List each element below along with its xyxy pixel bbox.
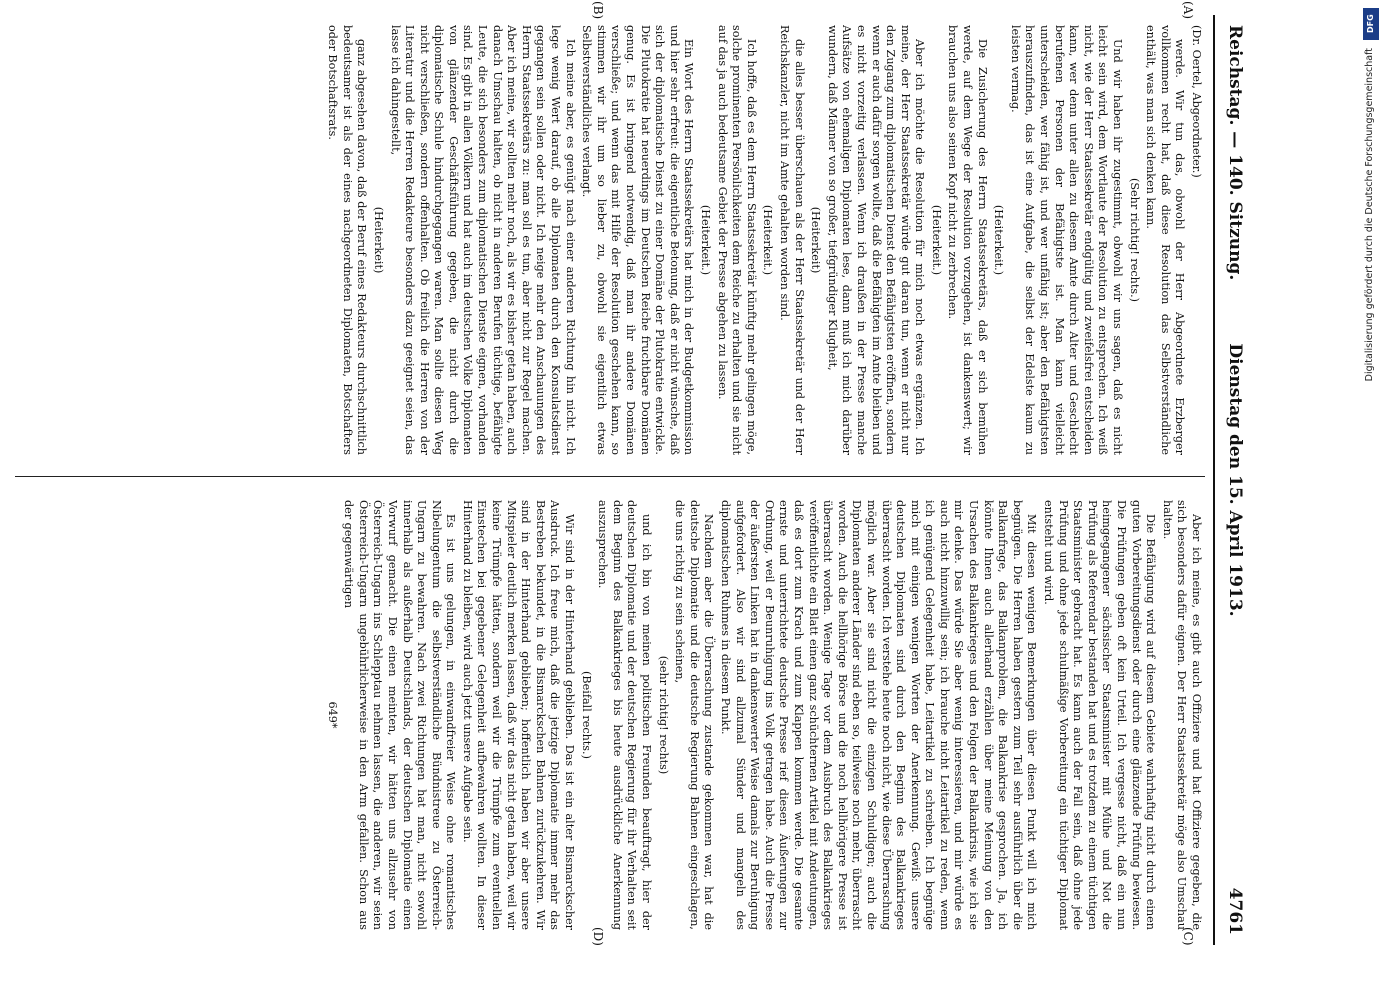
interjection: (Heiterkeit.) xyxy=(929,204,943,276)
margin-marker-b: (B) xyxy=(591,1,605,20)
paragraph: und ich bin von meinen politischen Freunden beauftragt, hier der deutschen Diplomatie und der deutschen Regierung für ihr Verhalten seit dem Beginn des Balkankrieges bis heute ausdrückliche Anerkennung auszusprechen. xyxy=(596,500,654,930)
left-column xyxy=(13,25,1203,455)
paragraph: Und wir haben ihr zugestimmt, obwohl wir uns sagen, daß es nicht leicht sein wird, dem Wortlaute der Resolution zu entsprechen. Ich weiß nicht, wie der Herr Staatssekretär endgültig und zweifelsfrei entscheiden kann, wer denn unter allen zu diesem Amte durch Alter und Geschlecht berufenen Personen der Befähigtste ist. Man kann vielleicht unterscheiden, wer fähig ist, und wer unfähig ist; aber den Befähigtsten herauszufinden, das ist eine Aufgabe, die selbst der Edelste kaum zu leisten vermag. xyxy=(1008,25,1125,455)
margin-marker-a: (A) xyxy=(1181,1,1195,20)
signature-mark: 649* xyxy=(325,701,339,729)
interjection: (sehr richtig! rechts) xyxy=(656,655,670,775)
paragraph: Ein Wort des Herrn Staatssekretärs hat mich in der Budgetkommission und hier sehr erfreut: die eigentliche Betonung, daß er nicht wünsche, daß sich der diplomatische Dienst zu einer Domäne der Plutokratie entwickle. Die Plutokratie hat neuerdings im Deutschen Reiche fruchtbare Domänen genug. Es ist bringend notwendig, daß man ihr andere Domänen verschließe; und wenn das mit Hilfe der Resolution geschehen kann, so stimmen wir ihr um so lieber zu, obwohl sie eigentlich etwas Selbstverständliches verlangt. xyxy=(580,25,696,455)
interjection: (Heiterkeit.) xyxy=(992,204,1006,276)
margin-marker-d: (D) xyxy=(591,927,605,946)
running-head-date: Dienstag den 15. April 1913. xyxy=(1225,343,1245,617)
paragraph: Ich meine aber, es genügt nach einer anderen Richtung hin nicht. Ich lege wenig Wert darauf, ob alle Diplomaten durch den Konsulatsdienst gegangen sein sollen oder nicht. Ich neige mehr den Anschauungen des Herrn Staatssekretärs zu: man soll es tun, aber nicht zur Regel machen. Aber ich meine, wir sollten mehr noch, als wir es bisher getan haben, auch danach Umschau halten, ob nicht in anderen Berufen tüchtige, befähigte Leute, die sich besonders zum diplomatischen Dienste eignen, vorhanden sind. Es gibt in allen Völkern und hat auch im deutschen Volke Diplomaten von glänzender Geschäftsführung gegeben, die nicht durch die diplomatische Schule hindurchgegangen waren. Man sollte diesen Weg nicht verschließen, sondern offenhalten. Ob freilich die Herren von der Literatur und die Herren Redakteure besonders dazu geeignet seien, das lasse ich dahingestellt, xyxy=(388,25,577,455)
paragraph: Aber ich möchte die Resolution für mich noch etwas ergänzen. Ich meine, der Herr Staatssekretär würde gut daran tun, wenn er nicht nur den Zugang zum diplomatischen Dienst den Befähigtsten eröffnen, sondern wenn er auch dafür sorgen wollte, daß die Befähigten im Amte bleiben und es nicht vorzeitig verlassen. Wenn ich draußen in der Presse manche Aufsätze von ehemaligen Diplomaten lese, dann muß ich mich darüber wundern, daß Männer von so großer, tiefgründiger Klugheit, xyxy=(825,25,927,455)
paragraph: Aber ich meine, es gibt auch Offiziere und hat Offiziere gegeben, die sich besonders dafür eignen. Der Herr Staatssekretär möge also Umschau halten. xyxy=(1160,500,1203,930)
paragraph: Mit diesen wenigen Bemerkungen über diesen Punkt will ich mich begnügen. Die Herren haben gestern zum Teil sehr ausführlich über die Balkanfrage, das Balkanproblem, die Balkankrise gesprochen. Ja, ich könnte Ihnen auch allerhand erzählen über meine Meinung von den Ursachen des Balkankrieges und den Folgen der Balkankrisis, wie ich sie mir denke. Das würde Sie aber wenig interessieren, und mir würde es auch nicht hinzuwillig sein; ich brauche nicht Leitartikel zu reden, wenn ich genügend Gelegenheit habe, Leitartikel zu schreiben. Ich begnüge mich mit einigen wenigen Worten der Anerkennung. Gewiß: unsere deutschen Diplomaten sind durch den Beginn des Balkankrieges überrascht worden. Ich verstehe heute noch nicht, wie diese Überraschung möglich war. Aber sie sind nicht die einzigen Schuldigen; auch die Diplomaten anderer Länder sind eben so, teilweise noch mehr, überrascht worden. Auch die hellhörige Börse und die noch hellhörigere Presse ist überrascht worden. Wenige Tage vor dem Ausbruch des Balkankrieges veröffentlichte ein Blatt einen ganz schüchternen Artikel mit Andeutungen, daß es dort zum Krach und zum Klappen kommen werde. Die gesamte ernste und unterrichtete deutsche Presse rief diesen Äußerungen zur Ordnung, weil er Beunruhigung ins Volk getragen habe. Auch die Presse der äußersten Linken hat in dankenswerter Weise damals zur Beruhigung aufgefordert. Also wir sind allzumal Sünder und mangeln des diplomatischen Ruhmes in diesem Punkt. xyxy=(719,500,1039,930)
interjection: (Heiterkeit.) xyxy=(761,204,775,276)
paragraph: Nachdem aber die Überraschung zustande gekommen war, hat die deutsche Diplomatie und die deutsche Regierung Bahnen eingeschlagen, die uns richtig zu sein scheinen, xyxy=(673,500,716,930)
running-head-left: Reichstag. — 140. Sitzung. xyxy=(1225,25,1245,281)
paragraph: Es ist uns gelungen, in einwandfreier Weise ohne romantisches Nibelungentum die selbstverständliche Bündnistreue zu Österreich-Ungarn zu bewahren. Nach zwei Richtungen hat man, nicht sowohl innerhalb als außerhalb Deutschlands, der deutschen Diplomatie einen Vorwurf gemacht. Die einen meinten, wir hätten uns allzusehr von Österreich-Ungarn ins Schlepptau nehmen lassen, die anderen, wir seien Österreich-Ungarn ungebührlicherweise in den Arm gefallen. Schon aus der gegenwärtigen xyxy=(342,500,458,930)
margin-marker-c: (C) xyxy=(1181,927,1195,946)
running-head xyxy=(1213,15,1255,945)
interjection: (Sehr richtig! rechts.) xyxy=(1127,177,1141,303)
right-column xyxy=(13,500,1203,930)
page-number: 4761 xyxy=(1225,887,1245,935)
paragraph: die alles besser überschauen als der Herr Staatssekretär und der Herr Reichskanzler, nicht im Amte gehalten worden sind. xyxy=(777,25,806,455)
interjection: (Beifall rechts.) xyxy=(579,671,593,759)
paragraph: ganz abgesehen davon, daß der Beruf eines Redakteurs durchschnittlich bedeutsamer ist als der eines nachgeordneten Diplomaten, Botschafters oder Botschaftsrats. xyxy=(326,25,369,455)
interjection: (Heiterkeit.) xyxy=(699,204,712,276)
paragraph: Die Befähigung wird auf diesem Gebiete wahrhaftig nicht durch einen guten Vorbereitungsdienst oder durch eine glänzende Prüfung bewiesen. Die Prüfungen geben oft kein Urteil. Ich vergesse nicht, daß ein nun heimgegangener sächsischer Staatsminister mit Mühe und Not die Prüfung als Referendar bestanden hat und es trotzdem zu einem tüchtigen Staatsminister gebracht hat. Es kann auch der Fall sein, daß ohne jede Prüfung und ohne jede schulmäßige Vorbereitung ein tüchtiger Diplomat entsteht und wird. xyxy=(1042,500,1158,930)
digitization-credit xyxy=(1362,8,1380,988)
speaker-line: (Dr. Oertel, Abgeordneter.) xyxy=(1190,25,1203,178)
paragraph: werde. Wir tun das, obwohl der Herr Abgeordnete Erzberger vollkommen recht hat, daß diese Resolution das Selbstverständliche enthält, was man sich denken kann. xyxy=(1144,25,1187,455)
credit-text: Digitalisierung gefördert durch die Deutsche Forschungsgemeinschaft xyxy=(1364,48,1375,382)
paragraph: Ich hoffe, daß es dem Herrn Staatssekretär künftig mehr gelingen möge, solche prominenten Persönlichkeiten dem Reiche zu erhalten und sie nicht auf das ja auch bedeutsame Gebiet der Presse abgehen zu lassen. xyxy=(715,25,758,455)
column-divider xyxy=(15,476,1205,477)
paragraph: Wir sind in der Hinterhand geblieben. Das ist ein alter Bismarckscher Ausdruck. Ich freue mich, daß die jetzige Diplomatie immer mehr das Bestreben bekundet, in die Bismarckschen Bahnen zurückzukehren. Wir sind in der Hinterhand geblieben; hoffentlich haben wir aber unsere Mitspieler deutlich merken lassen, daß wir das nicht getan haben, weil wir keine Trümpfe hätten, sondern weil wir die Trümpfe zum eventuellen Einstechen bei gegebener Gelegenheit aufbewahren wollten. In dieser Hinterhand zu bleiben, wird auch jetzt unsere Aufgabe sein. xyxy=(460,500,577,930)
printed-sheet xyxy=(0,1,1255,946)
interjection: (Heiterkeit) xyxy=(371,206,385,274)
interjection: (Heiterkeit) xyxy=(809,206,823,274)
dfg-logo: DFG xyxy=(1363,8,1379,40)
paragraph: Die Zusicherung des Herrn Staatssekretärs, daß er sich bemühen werde, auf dem Wege der Resolution vorzugehen, ist dankenswert; wir brauchen uns also seinen Kopf nicht zu zerbrechen. xyxy=(946,25,989,455)
